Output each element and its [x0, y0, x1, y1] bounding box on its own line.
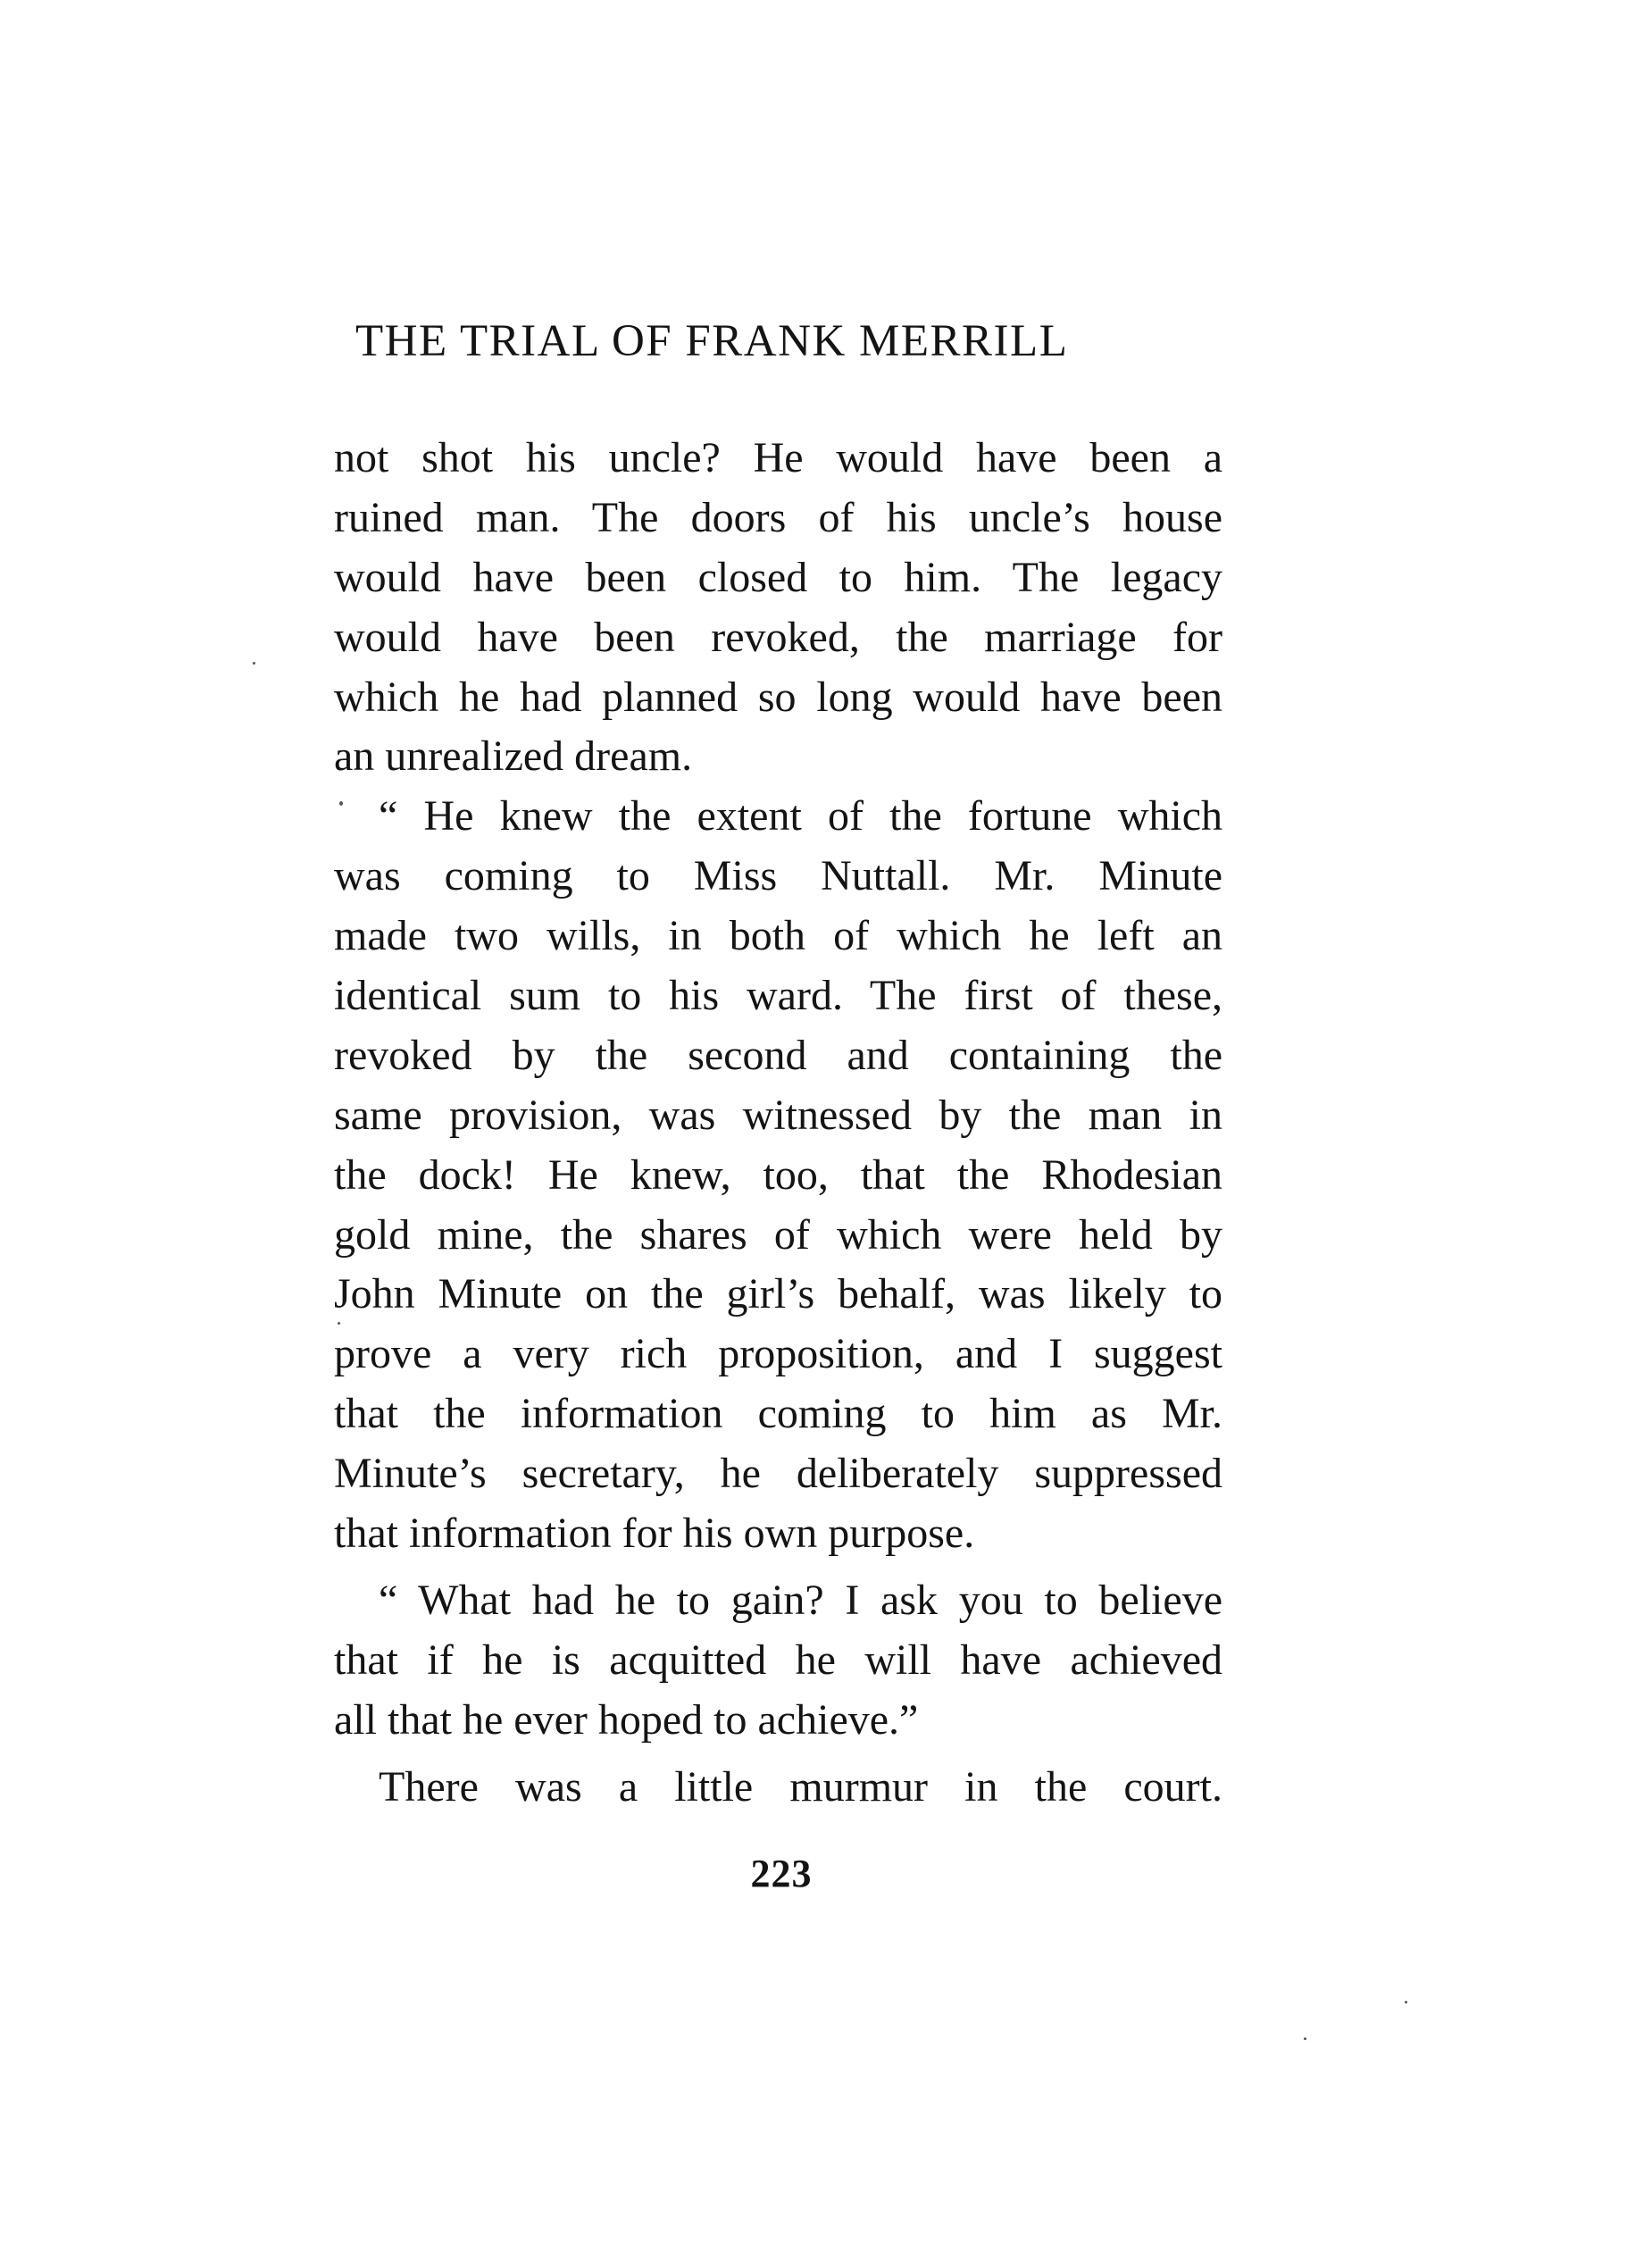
text-line: ruined man. The doors of his uncle’s house	[334, 493, 1222, 541]
text-line: John Minute on the girl’s behalf, was likely to	[334, 1270, 1222, 1318]
text-line: made two wills, in both of which he left an	[334, 912, 1222, 960]
scan-speck	[339, 801, 343, 806]
text-line: “ He knew the extent of the fortune which	[379, 792, 1222, 841]
text-line: identical sum to his ward. The first of these,	[334, 972, 1222, 1020]
scan-speck	[1405, 2001, 1407, 2003]
scan-speck	[1304, 2037, 1306, 2040]
paragraph	[334, 429, 1222, 787]
paragraph	[334, 1758, 1222, 1818]
paragraph	[334, 787, 1222, 1564]
text-line: that information for his own purpose.	[334, 1510, 975, 1558]
text-line: that the information coming to him as Mr.	[334, 1390, 1222, 1438]
text-line: revoked by the second and containing the	[334, 1031, 1222, 1079]
text-line: all that he ever hoped to achieve.”	[334, 1695, 919, 1744]
text-line: Minute’s secretary, he deliberately suppressed	[334, 1450, 1222, 1498]
text-line: was coming to Miss Nuttall. Mr. Minute	[334, 852, 1222, 900]
paragraph	[334, 1571, 1222, 1751]
body-text	[334, 429, 1222, 1817]
text-line: would have been closed to him. The legacy	[334, 553, 1222, 601]
text-line: same provision, was witnessed by the man in	[334, 1091, 1222, 1139]
scan-speck	[253, 662, 255, 665]
text-line: “ What had he to gain? I ask you to believe	[379, 1576, 1222, 1624]
text-line: an unrealized dream.	[334, 732, 693, 781]
text-line: gold mine, the shares of which were held by	[334, 1210, 1222, 1259]
scan-speck	[338, 1322, 340, 1325]
text-line: the dock! He knew, too, that the Rhodesian	[334, 1150, 1222, 1199]
text-line: prove a very rich proposition, and I suggest	[334, 1330, 1222, 1378]
running-head: THE TRIAL OF FRANK MERRILL	[355, 316, 1069, 366]
text-line: There was a little murmur in the court.	[379, 1762, 1222, 1811]
text-line: which he had planned so long would have been	[334, 673, 1222, 721]
text-line: that if he is acquitted he will have achieved	[334, 1635, 1222, 1684]
page-number: 223	[750, 1852, 813, 1895]
text-line: not shot his uncle? He would have been a	[334, 434, 1222, 481]
text-line: would have been revoked, the marriage for	[334, 613, 1222, 661]
